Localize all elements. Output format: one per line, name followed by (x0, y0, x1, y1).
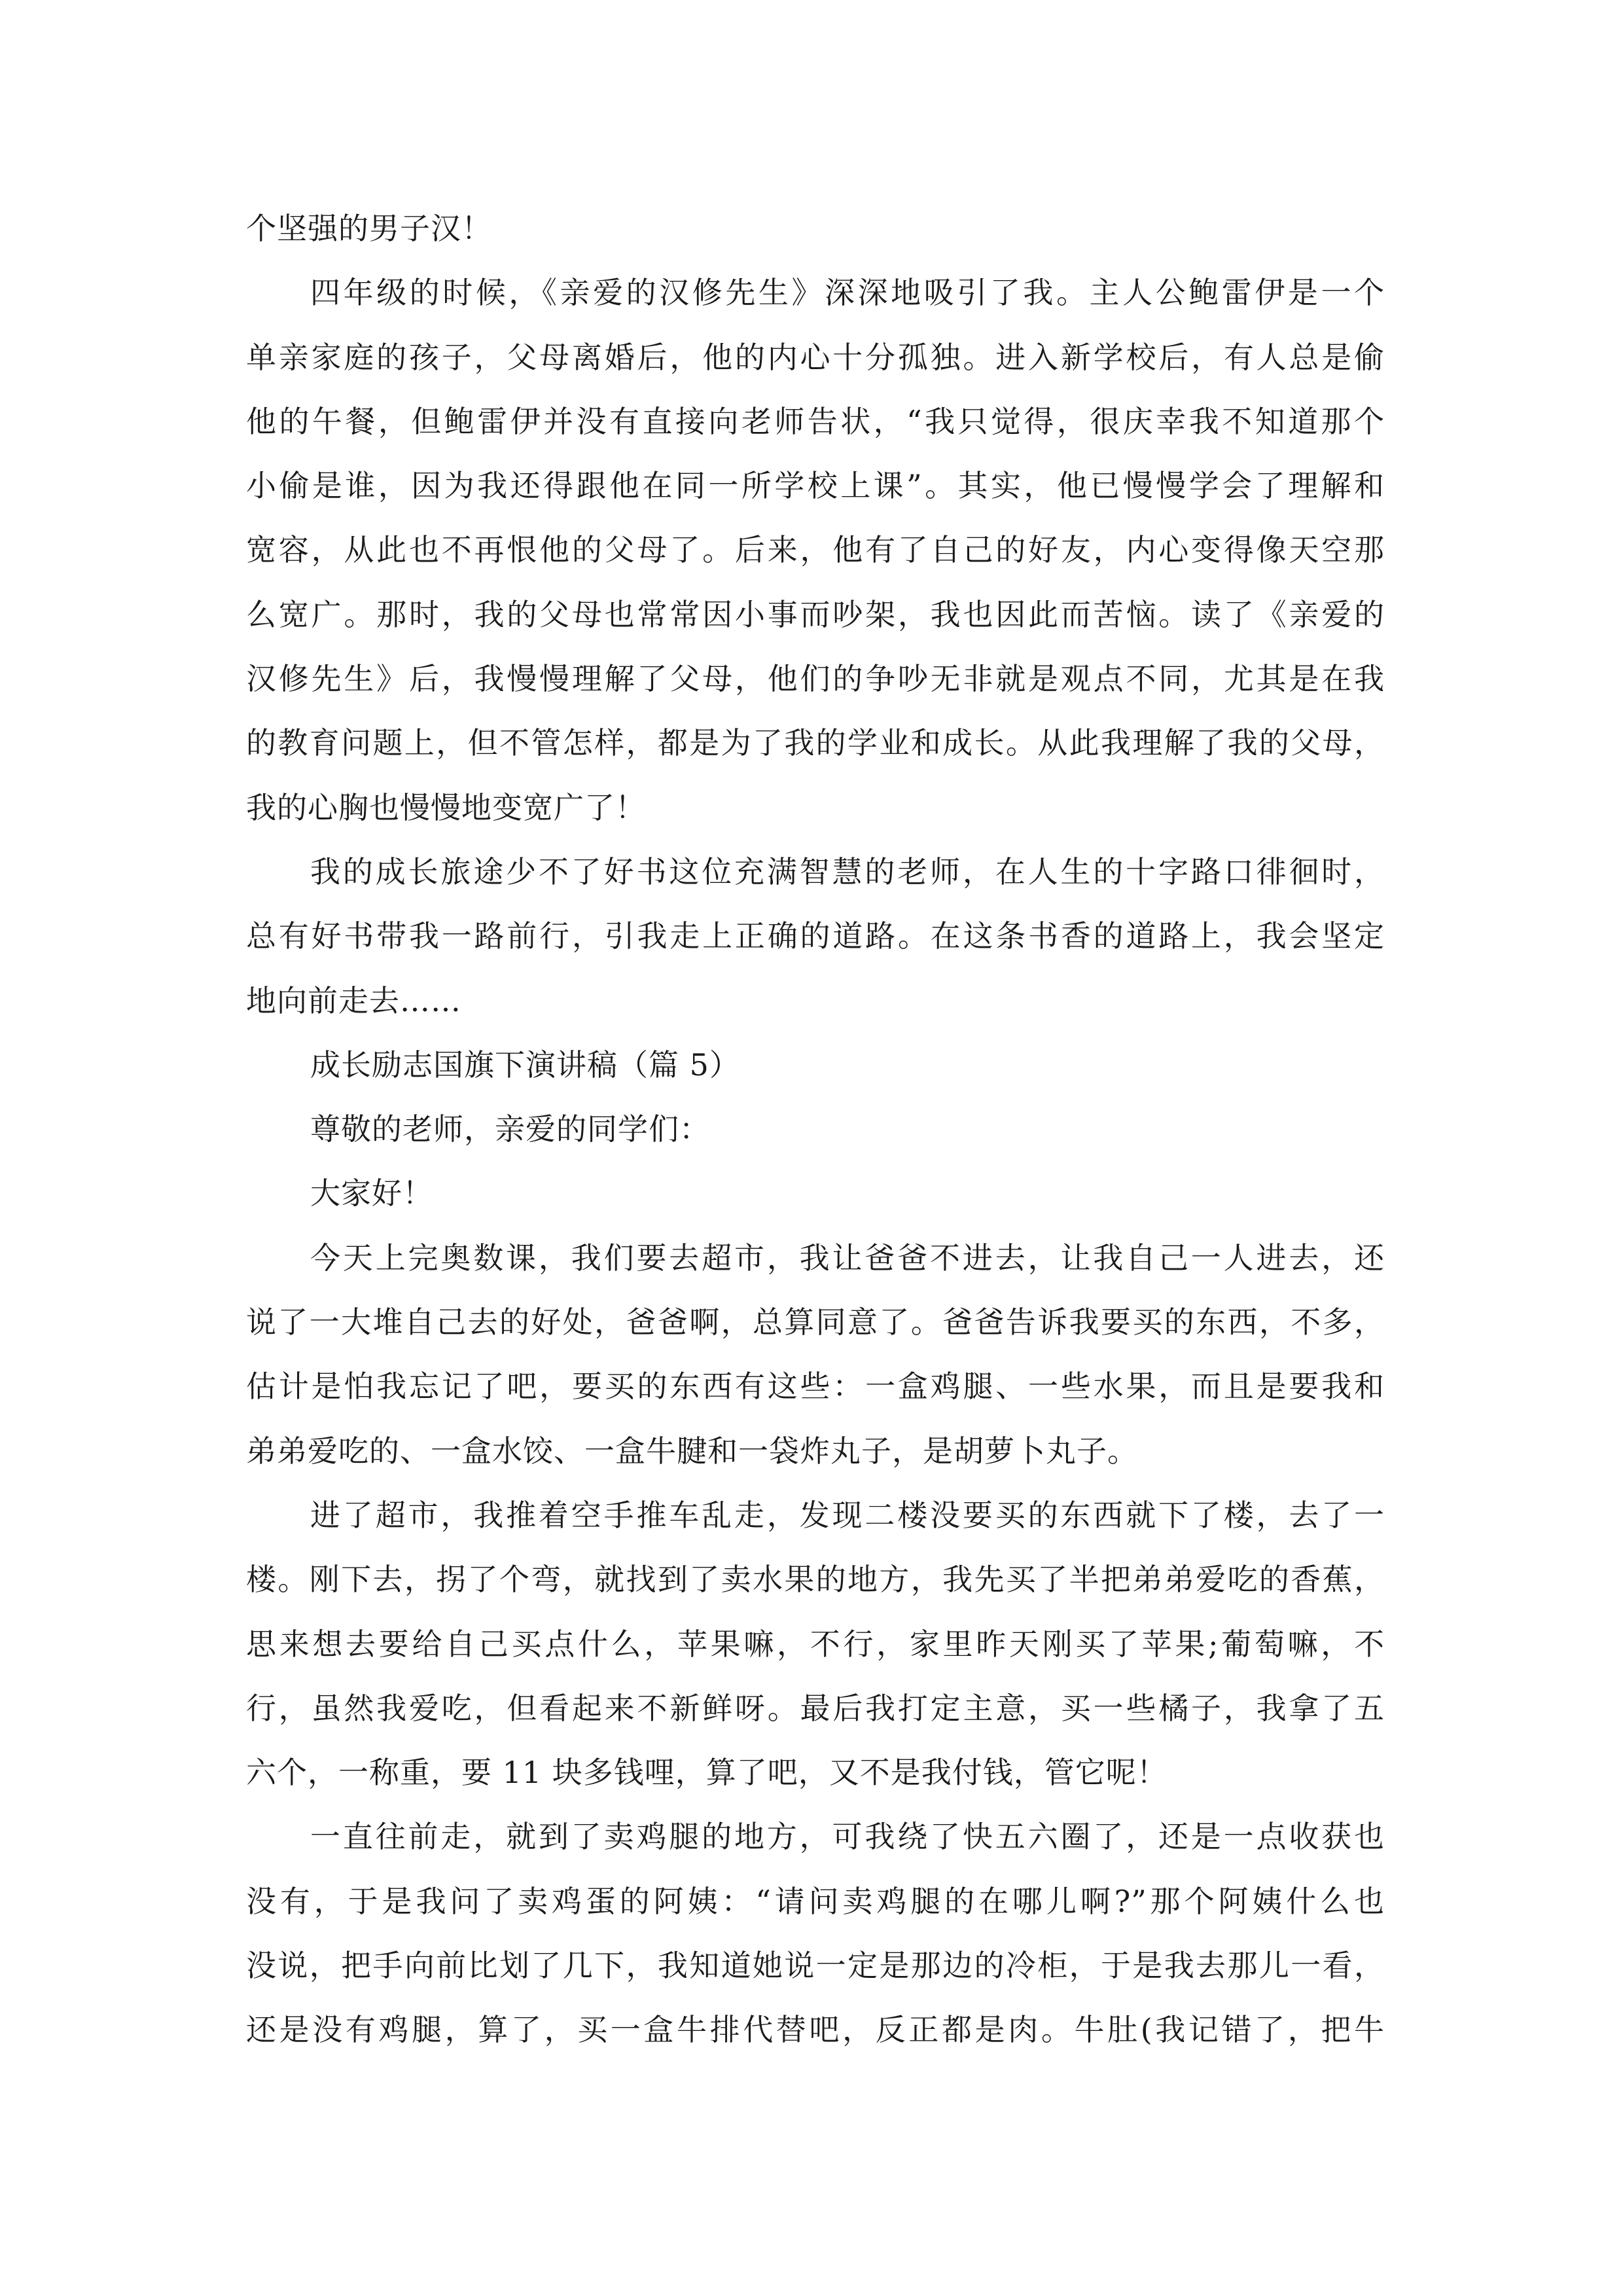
text-line: 地向前走去…… (246, 982, 461, 1018)
text-line: 小偷是谁，因为我还得跟他在同一所学校上课”。其实，他已慢慢学会了理解和 (246, 468, 1385, 504)
text-line: 今天上完奥数课，我们要去超市，我让爸爸不进去，让我自己一人进去，还 (310, 1240, 1385, 1276)
text-line: 大家好！ (310, 1175, 433, 1211)
text-line: 没有，于是我问了卖鸡蛋的阿姨：“请问卖鸡腿的在哪儿啊?”那个阿姨什么也 (246, 1883, 1385, 1919)
text-line: 个坚强的男子汉！ (246, 211, 492, 246)
text-line: 弟弟爱吃的、一盒水饺、一盒牛腱和一袋炸丸子，是胡萝卜丸子。 (246, 1433, 1138, 1469)
text-line: 估计是怕我忘记了吧，要买的东西有这些：一盒鸡腿、一些水果，而且是要我和 (246, 1369, 1385, 1405)
text-line: 我的心胸也慢慢地变宽广了！ (246, 789, 646, 825)
text-line: 宽容，从此也不再恨他的父母了。后来，他有了自己的好友，内心变得像天空那 (246, 532, 1385, 568)
text-line: 汉修先生》后，我慢慢理解了父母，他们的争吵无非就是观点不同，尤其是在我 (246, 661, 1385, 697)
text-line: 六个，一称重，要 11 块多钱哩，算了吧，又不是我付钱，管它呢！ (246, 1755, 1168, 1791)
text-line: 说了一大堆自己去的好处，爸爸啊，总算同意了。爸爸告诉我要买的东西，不多， (246, 1304, 1385, 1340)
document-body (246, 196, 1385, 2062)
text-line: 一直往前走，就到了卖鸡腿的地方，可我绕了快五六圈了，还是一点收获也 (310, 1819, 1385, 1855)
text-line: 我的成长旅途少不了好书这位充满智慧的老师，在人生的十字路口徘徊时， (310, 853, 1385, 889)
text-line: 总有好书带我一路前行，引我走上正确的道路。在这条书香的道路上，我会坚定 (246, 918, 1385, 954)
text-line: 楼。刚下去，拐了个弯，就找到了卖水果的地方，我先买了半把弟弟爱吃的香蕉， (246, 1562, 1385, 1598)
text-line: 思来想去要给自己买点什么，苹果嘛，不行，家里昨天刚买了苹果;葡萄嘛，不 (246, 1626, 1385, 1662)
text-line: 么宽广。那时，我的父母也常常因小事而吵架，我也因此而苦恼。读了《亲爱的 (246, 596, 1385, 632)
text-line: 成长励志国旗下演讲稿（篇 5） (310, 1047, 740, 1083)
text-line: 进了超市，我推着空手推车乱走，发现二楼没要买的东西就下了楼，去了一 (310, 1497, 1385, 1533)
text-line: 单亲家庭的孩子，父母离婚后，他的内心十分孤独。进入新学校后，有人总是偷 (246, 339, 1385, 375)
text-line: 没说，把手向前比划了几下，我知道她说一定是那边的冷柜，于是我去那儿一看， (246, 1948, 1385, 1984)
text-line: 行，虽然我爱吃，但看起来不新鲜呀。最后我打定主意，买一些橘子，我拿了五 (246, 1690, 1385, 1726)
text-line: 尊敬的老师，亲爱的同学们： (310, 1111, 710, 1147)
text-line: 的教育问题上，但不管怎样，都是为了我的学业和成长。从此我理解了我的父母， (246, 725, 1385, 761)
text-line: 四年级的时候，《亲爱的汉修先生》深深地吸引了我。主人公鲍雷伊是一个 (310, 275, 1385, 311)
text-line: 还是没有鸡腿，算了，买一盒牛排代替吧，反正都是肉。牛肚(我记错了，把牛 (246, 2012, 1385, 2048)
text-line: 他的午餐，但鲍雷伊并没有直接向老师告状，“我只觉得，很庆幸我不知道那个 (246, 403, 1385, 439)
